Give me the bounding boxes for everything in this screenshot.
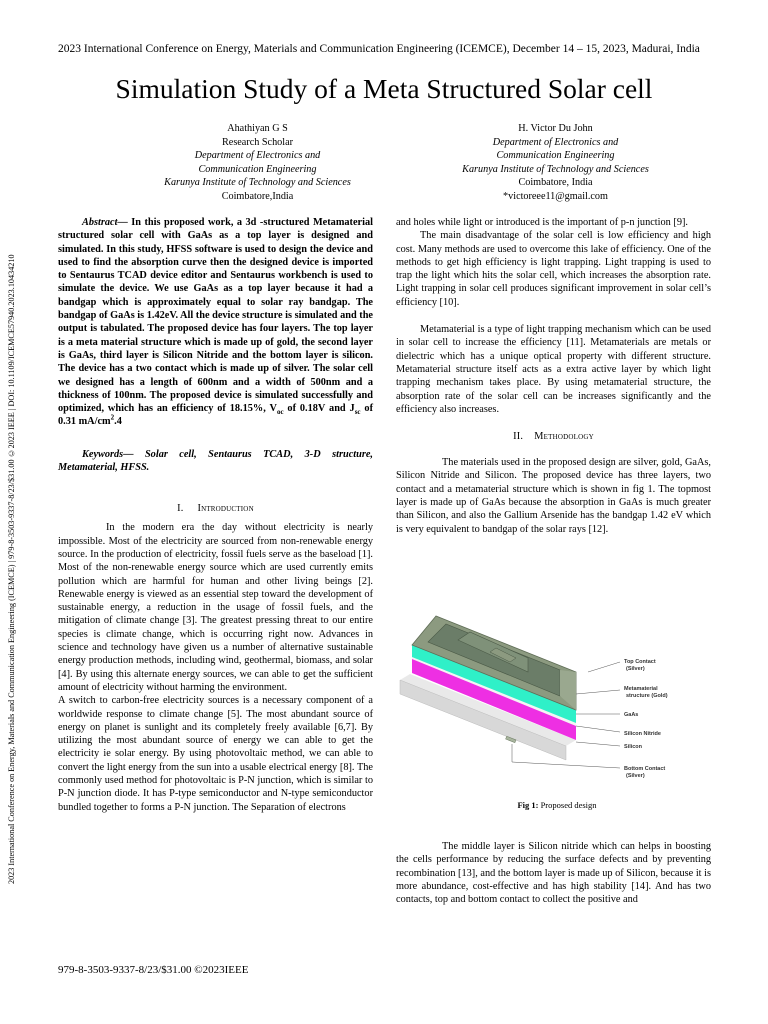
abstract-text-mid: of 0.18V and J (283, 403, 355, 415)
intro-paragraph-5: Metamaterial is a type of light trapping mechanism which can be used in solar cell to increase the efficiency [11]. Metamaterials are metals or dielectric which has a unique optical property with different structure. Metamaterial structure itself acts as a extra active layer by which light trapping mechanism takes place. By using metamaterial structure, the absorption rate of the solar cell can be increases significantly and the efficiency also increases. (396, 324, 711, 415)
caption-text: Proposed design (538, 800, 597, 810)
keywords-heading: Keywords— (82, 448, 134, 460)
author-location: Coimbatore,India (221, 190, 294, 202)
author-dept: Communication Engineering (496, 150, 615, 161)
abstract-text-tail: .4 (114, 416, 122, 428)
section-heading-introduction (58, 502, 373, 515)
abstract-text: In this proposed work, a 3d -structured Metamaterial structured solar cell with GaAs as a top layer is designed and simulated. In this study, HFSS software is used to design the device and used to find the absorption curve then the designed device is imported to Sentaurus TCAD device editor and Sentaurus workbench is used to simulate the device. We use GaAs as a top layer because it had a bandgap which is approximately equal to solar ray bandgap. The bandgap of GaAs is 1.42eV. All the device structure is simulated and the output is tabulated. The proposed device has four layers. The top layer is a meta material structure which is made up of gold, the second layer is GaAs, third layer is Silicon Nitride and the bottom layer is silicon. The device has a two contact which is made up of silver. The solar cell we designed has a length of 600nm and a width of 500nm and a thickness of 100nm. The proposed device is simulated successfully and optimized, which has an efficiency of 18.15%, V (58, 217, 373, 415)
units-superscript: 2 (110, 414, 115, 423)
caption-label: Fig 1: (517, 800, 539, 810)
abstract-heading: Abstract— (82, 217, 128, 228)
label-bottom-contact-material: (Silver) (626, 773, 645, 779)
author-dept: Department of Electronics and (194, 150, 321, 161)
label-gaas: GaAs (624, 712, 639, 718)
doi-sidebar: 2023 International Conference on Energy, Materials and Communication Engineering (ICEMCE) | 979-8-3503-9337-8/23/$31.00 ©2023 IEEE | DOI: 10.1109/ICEMCE57940.2023.10434210 (7, 254, 16, 884)
figure-proposed-design (398, 610, 716, 798)
intro-paragraph-4: The main disadvantage of the solar cell is low efficiency and high cost. Many methods are used to overcome this lake of efficiency. One of the methods to get high efficiency is light trapping. Light trapping is used to trap the light which hits the solar cell, which increases the absorption rate. Light trapping in solar cell produces significant improvement in solar cell’s efficiency [10]. (396, 230, 711, 308)
device-diagram (398, 610, 716, 798)
section-heading-methodology (396, 430, 711, 443)
abstract-text-end: of 0.31 mA/cm (58, 403, 373, 428)
right-column (396, 216, 711, 536)
author-role: Research Scholar (222, 136, 293, 148)
leader-line (576, 690, 620, 694)
leader-line (576, 726, 620, 732)
label-top-contact-material: (Silver) (626, 666, 645, 672)
leader-line (576, 742, 620, 746)
label-bottom-contact: Bottom Contact (624, 766, 666, 772)
author-institute: Karunya Institute of Technology and Sciences (462, 163, 649, 175)
leader-line (588, 662, 620, 672)
paper-title: Simulation Study of a Meta Structured Solar cell (115, 73, 653, 104)
keywords (58, 448, 373, 475)
label-metamaterial: Metamaterial (624, 686, 658, 692)
intro-paragraph-3: and holes while light or introduced is the important of p-n junction [9]. (396, 217, 688, 228)
author-location: Coimbatore, India (518, 177, 593, 188)
conference-header: 2023 International Conference on Energy, Materials and Communication Engineering (ICEMCE), December 14 – 15, 2023, Madurai, India (58, 43, 700, 55)
label-silicon: Silicon (624, 744, 643, 750)
author-dept: Department of Electronics and (492, 136, 619, 148)
label-top-contact: Top Contact (624, 659, 656, 665)
method-paragraph-2: The middle layer is Silicon nitride which can helps in boosting the cells performance by reducing the surface defects and by preventing recombination [13], and the bottom layer is made up of Silicon, because it is more abundance, cost-effective and has high stability [14]. And has two contacts, top and bottom contact to collect the positive and (396, 841, 711, 906)
figure-caption (398, 800, 716, 810)
left-column (58, 216, 373, 814)
author-name: H. Victor Du John (518, 123, 593, 134)
jsc-subscript: sc (354, 408, 361, 417)
section-title: Introduction (197, 503, 254, 515)
abstract (58, 216, 373, 429)
right-column-lower (396, 840, 711, 906)
author-dept: Communication Engineering (198, 163, 317, 175)
author-block-1 (120, 122, 395, 203)
author-name: Ahathiyan G S (227, 123, 288, 134)
author-email: *victoreee11@gmail.com (503, 190, 608, 202)
section-title: Methodology (534, 431, 594, 443)
label-metamaterial-material: structure (Gold) (626, 693, 668, 699)
author-block-2 (418, 122, 693, 203)
voc-subscript: oc (276, 408, 284, 417)
label-silicon-nitride: Silicon Nitride (624, 731, 661, 737)
section-number: II. (513, 431, 524, 443)
keywords-text: Solar cell, Sentaurus TCAD, 3-D structure, Metamaterial, HFSS. (58, 448, 373, 474)
intro-paragraph-1: In the modern era the day without electricity is nearly impossible. Most of the electricity are sourced from non-renewable energy source. In the production of electricity, fossil fuels serve as the baseload [1]. Most of the non-renewable energy source which are used currently emits pollution which are harmful for human and other living beings [2]. Renewable energy is viewed as an essential step toward the development of sustainable energy, a reduction in the usage of fossil fuels, and the mitigation of climate change [3]. The greatest pressing threat to our entire species is climate change, which is occurring right now. Advances in science and technology have given us a number of alternative sustainable energy production methods, including wind, geothermal, biomass, and solar [4]. By using this alternate energy sources, we can able to get the sufficient amount of electricity without harming the environment. (58, 522, 373, 693)
footer-copyright: 979-8-3503-9337-8/23/$31.00 ©2023IEEE (58, 964, 249, 976)
intro-paragraph-2: A switch to carbon-free electricity sources is a necessary component of a worldwide response to climate change [5]. The most abundant source of energy on planet is sunlight and its completely freely available [6,7]. By utilizing the most abundant source of energy we can able to get the electricity ie solar energy. By using photovoltaic method, we can able to convert the light energy from the sun into a usable electrical energy [8]. The commonly used method for photovoltaic is P-N junction, which is similar to P-N junction diode. It has P-type semiconductor and N-type semiconductor bundled together to forms a P-N junction. The Separation of electrons (58, 695, 373, 813)
author-institute: Karunya Institute of Technology and Sciences (164, 177, 351, 188)
section-number: I. (177, 503, 184, 515)
method-paragraph-1: The materials used in the proposed design are silver, gold, GaAs, Silicon Nitride and Silicon. The proposed device has three layers, two contact and a metamaterial structure which is shown in fig 1. The topmost layer is made up of GaAs because the absorption in GaAs is much greater than Silicon, and also the Gallium Arsenide has the bandgap 1.42 eV which is very equivalent to bandgap of the solar rays [12]. (396, 457, 711, 535)
